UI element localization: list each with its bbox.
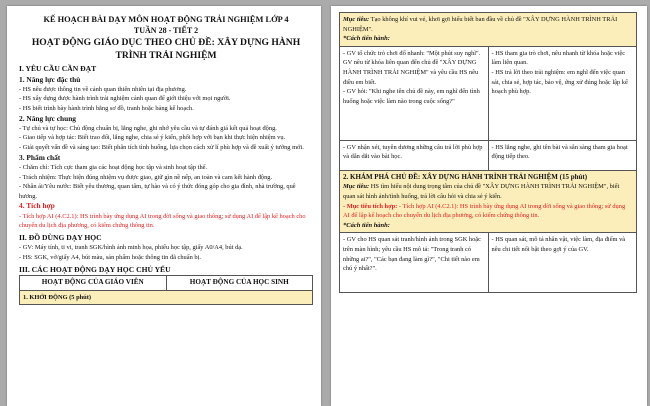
section-activities: III. CÁC HOẠT ĐỘNG DẠY HỌC CHỦ YẾU (19, 264, 171, 274)
subsection-integration: 4. Tích hợp (19, 201, 55, 211)
table-cell-teacher: - GV nhận xét, tuyên dương những câu trả lời phù hợp và dẫn dắt vào bài học. (340, 140, 489, 170)
paragraph: - GV: Máy tính, ti vi, tranh SGK/hình ảnh minh họa, phiếu học tập, giấy A0/A4, bút dạ. (19, 244, 243, 252)
document-page-right (331, 6, 647, 406)
paragraph: - Giao tiếp và hợp tác: Biết trao đổi, lắng nghe, chia sẻ ý kiến, phối hợp với bạn khi thực hiện nhiệm vụ. (19, 134, 286, 142)
procedure-label: *Cách tiến hành: (343, 221, 390, 229)
goal-text: HS tìm hiểu nội dung trọng tâm của chủ đề "XÂY DỰNG HÀNH TRÌNH TRẢI NGHIỆM", biết quan sát hình ảnh/tình huống, trả lời câu hỏi và chia sẻ ý kiến. (343, 183, 620, 200)
table-header-student: HOẠT ĐỘNG CỦA HỌC SINH (166, 276, 313, 291)
paragraph: - HS: SGK, vở/giấy A4, bút màu, sản phẩm hoặc thông tin đã chuẩn bị. (19, 253, 201, 261)
goal-text: Tạo không khí vui vẻ, khơi gợi hiểu biết ban đầu về chủ đề "XÂY DỰNG HÀNH TRÌNH TRẢI NGHIỆM". (343, 16, 618, 33)
subsection-general-competence: 2. Năng lực chung (19, 113, 76, 123)
explore-section-title: 2. KHÁM PHÁ CHỦ ĐỀ: XÂY DỰNG HÀNH TRÌNH TRẢI NGHIỆM (15 phút) (343, 172, 588, 181)
table-cell-teacher: - GV tổ chức trò chơi đố nhanh: "Một phút suy nghĩ". GV nêu từ khóa liên quan đến chủ đề "XÂY DỰNG HÀNH TRÌNH TRẢI NGHIỆM" và yêu cầu HS nêu điều em biết. - GV hỏi: "Khi nghe tên chủ đề này, em nghĩ đến tình huống hoặc việc làm nào trong cuộc sống?" (340, 46, 489, 140)
subsection-qualities: 3. Phẩm chất (19, 152, 61, 162)
paragraph-integration: - Tích hợp AI (4.C2.1): HS trình bày ứng dụng AI trong đời sống và giao thông; sử dụng AI để lập kế hoạch cho chuyến du lịch địa phương, có kiểm chứng thông tin. (19, 212, 306, 230)
activities-table-continued (339, 12, 637, 293)
paragraph: - Giải quyết vấn đề và sáng tạo: Biết phân tích tình huống, lựa chọn cách xử lí phù hợp và đề xuất ý tưởng mới. (19, 144, 304, 152)
section-materials: II. ĐỒ DÙNG DẠY HỌC (19, 232, 102, 242)
paragraph: - HS biết trình bày hành trình bằng sơ đồ, tranh hoặc bảng kế hoạch. (19, 104, 194, 112)
integration-goal-label: - Mục tiêu tích hợp: (343, 202, 398, 210)
lesson-heading: HOẠT ĐỘNG GIÁO DỤC THEO CHỦ ĐỀ: XÂY DỰNG HÀNH TRÌNH TRẢI NGHIỆM (31, 37, 301, 61)
table-header-teacher: HOẠT ĐỘNG CỦA GIÁO VIÊN (20, 276, 167, 291)
paragraph: - Chăm chỉ: Tích cực tham gia các hoạt động học tập và sinh hoạt tập thể. (19, 163, 208, 171)
table-cell-teacher: - GV cho HS quan sát tranh/hình ảnh trong SGK hoặc trên màn hình; yêu cầu HS mô tả: "Trong tranh có những ai?", "Các bạn đang làm gì?", "Chi tiết nào em chú ý nhất?". (340, 233, 489, 293)
paragraph: - HS xây dựng được hành trình trải nghiệm cảnh quan để giới thiệu với mọi người. (19, 95, 231, 103)
table-cell-student: - HS lắng nghe, ghi tên bài và sẵn sàng tham gia hoạt động tiếp theo. (488, 140, 637, 170)
document-page-left (7, 6, 321, 406)
goal-label: Mục tiêu: (343, 183, 370, 191)
paragraph: - HS nêu được thông tin về cảnh quan thiên nhiên tại địa phương. (19, 85, 187, 93)
activities-table (19, 275, 313, 305)
table-cell-student: - HS quan sát, mô tả nhân vật, việc làm, địa điểm và nêu chi tiết nổi bật theo gợi ý của GV. (488, 233, 637, 293)
integration-goal-text: - Tích hợp AI (4.C2.1): HS trình bày ứng dụng AI trong đời sống và giao thông; sử dụng AI để lập kế hoạch cho chuyến du lịch địa phương, có kiểm chứng thông tin. (343, 202, 626, 220)
goal-cell (340, 13, 637, 47)
lesson-title: KẾ HOẠCH BÀI DẠY MÔN HOẠT ĐỘNG TRẢI NGHIỆM LỚP 4 (43, 15, 289, 24)
table-row-warmup: 1. KHỞI ĐỘNG (5 phút) (20, 290, 313, 305)
paragraph: - Nhân ái/Yêu nước: Biết yêu thương, quan tâm, tự hào và có ý thức đóng góp cho gia đình, nhà trường, quê hương. (19, 183, 296, 200)
goal-label: Mục tiêu: (343, 16, 370, 23)
paragraph: - Trách nhiệm: Thực hiện đúng nhiệm vụ được giao, giữ gìn nề nếp, an toàn và cam kết hành động. (19, 173, 273, 181)
lesson-week: TUẦN 28 - TIẾT 2 (133, 26, 199, 35)
section-requirements: I. YÊU CẦU CẦN ĐẠT (19, 64, 97, 73)
paragraph: - Tự chủ và tự học: Chủ động chuẩn bị, lắng nghe, ghi nhớ yêu cầu và tự đánh giá kết quả hoạt động. (19, 124, 277, 132)
explore-section-cell (340, 170, 637, 233)
procedure-label: *Cách tiến hành: (343, 35, 390, 43)
subsection-specific-competence: 1. Năng lực đặc thù (19, 74, 81, 84)
table-cell-student: - HS tham gia trò chơi, nêu nhanh từ khóa hoặc việc làm liên quan. - HS trả lời theo trải nghiệm: em nghĩ đến việc quan sát, chia sẻ, hợp tác, bảo vệ, ứng xử đúng hoặc lập kế hoạch phù hợp. (488, 46, 637, 140)
